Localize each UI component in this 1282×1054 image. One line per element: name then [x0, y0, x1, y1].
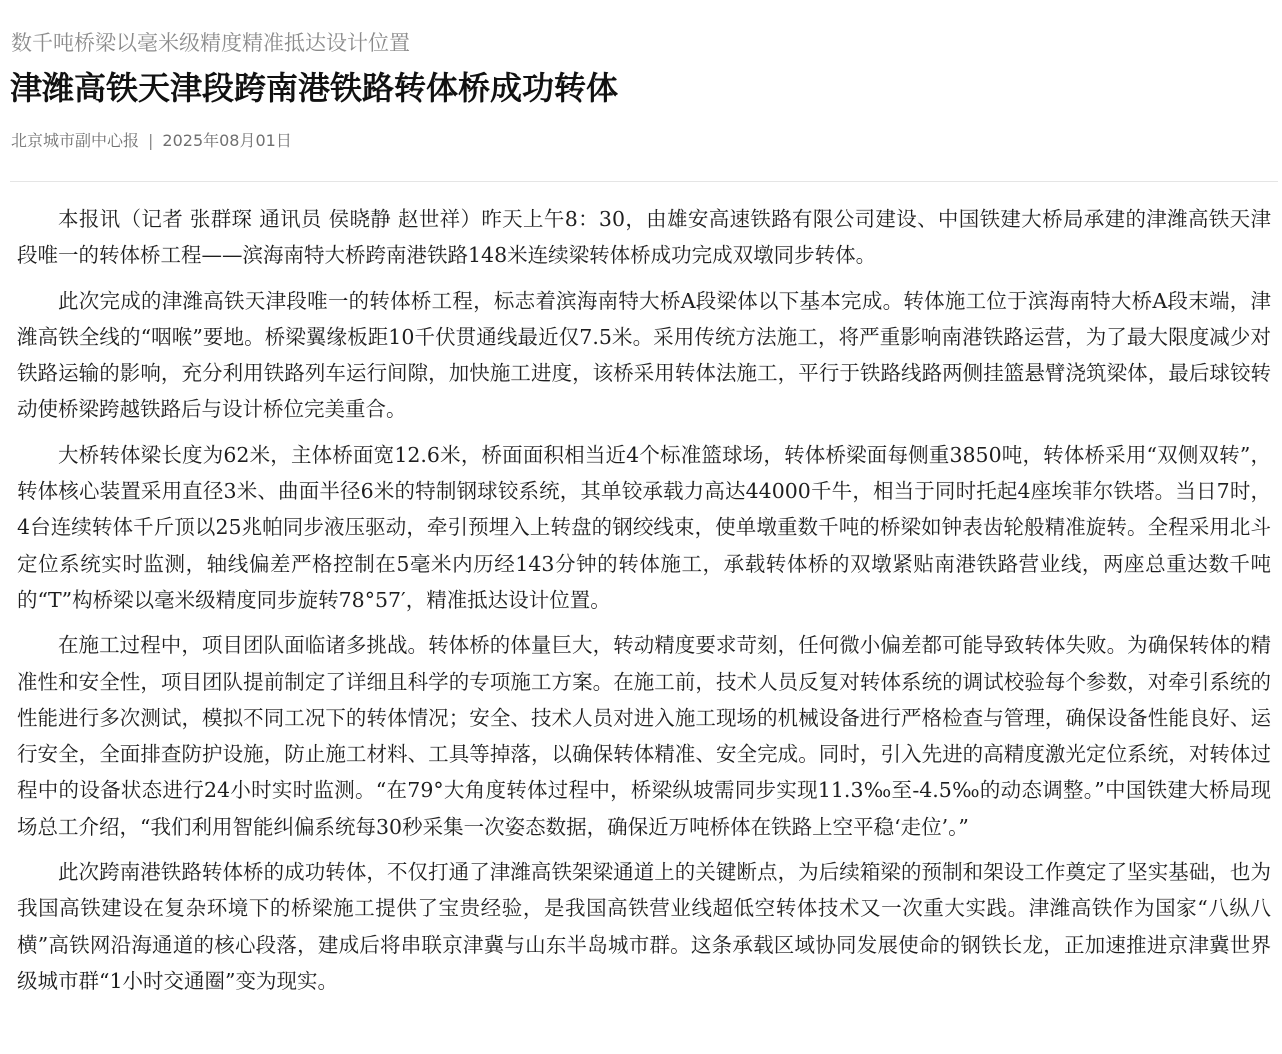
paragraph: 此次完成的津潍高铁天津段唯一的转体桥工程，标志着滨海南特大桥A段梁体以下基本完成。转体施工位于滨海南特大桥A段末端，津潍高铁全线的“咽喉”要地。桥梁翼缘板距10千伏贯通线最近仅7.5米。采用传统方法施工，将严重影响南港铁路运营，为了最大限度减少对铁路运输的影响，充分利用铁路列车运行间隙，加快施工进度，该桥采用转体法施工，平行于铁路线路两侧挂篮悬臂浇筑梁体，最后球铰转动使桥梁跨越铁路后与设计桥位完美重合。 — [17, 288, 1271, 422]
paragraph: 大桥转体梁长度为62米，主体桥面宽12.6米，桥面面积相当近4个标准篮球场，转体桥梁面每侧重3850吨，转体桥采用“双侧双转”，转体核心装置采用直径3米、曲面半径6米的特制钢球铰系统，其单铰承载力高达44000千牛，相当于同时托起4座埃菲尔铁塔。当日7时，4台连续转体千斤顶以25兆帕同步液压驱动，牵引预埋入上转盘的钢绞线束，使单墩重数千吨的桥梁如钟表齿轮般精准旋转。全程采用北斗定位系统实时监测，轴线偏差严格控制在5毫米内历经143分钟的转体施工，承载转体桥的双墩紧贴南港铁路营业线，两座总重达数千吨的“T”构桥梁以毫米级精度同步旋转78°57′，精准抵达设计位置。 — [17, 442, 1271, 612]
paragraph: 此次跨南港铁路转体桥的成功转体，不仅打通了津潍高铁架梁通道上的关键断点，为后续箱梁的预制和架设工作奠定了坚实基础，也为我国高铁建设在复杂环境下的桥梁施工提供了宝贵经验，是我国高铁营业线超低空转体技术又一次重大实践。津潍高铁作为国家“八纵八横”高铁网沿海通道的核心段落，建成后将串联京津冀与山东半岛城市群。这条承载区域协同发展使命的钢铁长龙，正加速推进京津冀世界级城市群“1小时交通圈”变为现实。 — [17, 860, 1271, 993]
header-divider — [10, 181, 1278, 182]
article-body — [17, 201, 1271, 1008]
article-title: 津潍高铁天津段跨南港铁路转体桥成功转体 — [10, 69, 619, 107]
paragraph: 本报讯（记者 张群琛 通讯员 侯晓静 赵世祥）昨天上午8：30，由雄安高速铁路有限公司建设、中国铁建大桥局承建的津潍高铁天津段唯一的转体桥工程——滨海南特大桥跨南港铁路148米连续梁转体桥成功完成双墩同步转体。 — [17, 207, 1271, 268]
article-date: 2025年08月01日 — [162, 131, 292, 150]
article-subtitle: 数千吨桥梁以毫米级精度精准抵达设计位置 — [11, 31, 410, 55]
article-source: 北京城市副中心报 — [11, 131, 140, 150]
paragraph: 在施工过程中，项目团队面临诸多挑战。转体桥的体量巨大，转动精度要求苛刻，任何微小偏差都可能导致转体失败。为确保转体的精准性和安全性，项目团队提前制定了详细且科学的专项施工方案。在施工前，技术人员反复对转体系统的调试校验每个参数，对牵引系统的性能进行多次测试，模拟不同工况下的转体情况；安全、技术人员对进入施工现场的机械设备进行严格检查与管理，确保设备性能良好、运行安全，全面排查防护设施，防止施工材料、工具等掉落，以确保转体精准、安全完成。同时，引入先进的高精度激光定位系统，对转体过程中的设备状态进行24小时实时监测。“在79°大角度转体过程中，桥梁纵坡需同步实现11.3‰至-4.5‰的动态调整。”中国铁建大桥局现场总工介绍，“我们利用智能纠偏系统每30秒采集一次姿态数据，确保近万吨桥体在铁路上空平稳‘走位’。” — [17, 633, 1271, 839]
article-meta — [11, 129, 292, 153]
meta-separator: | — [148, 131, 154, 150]
